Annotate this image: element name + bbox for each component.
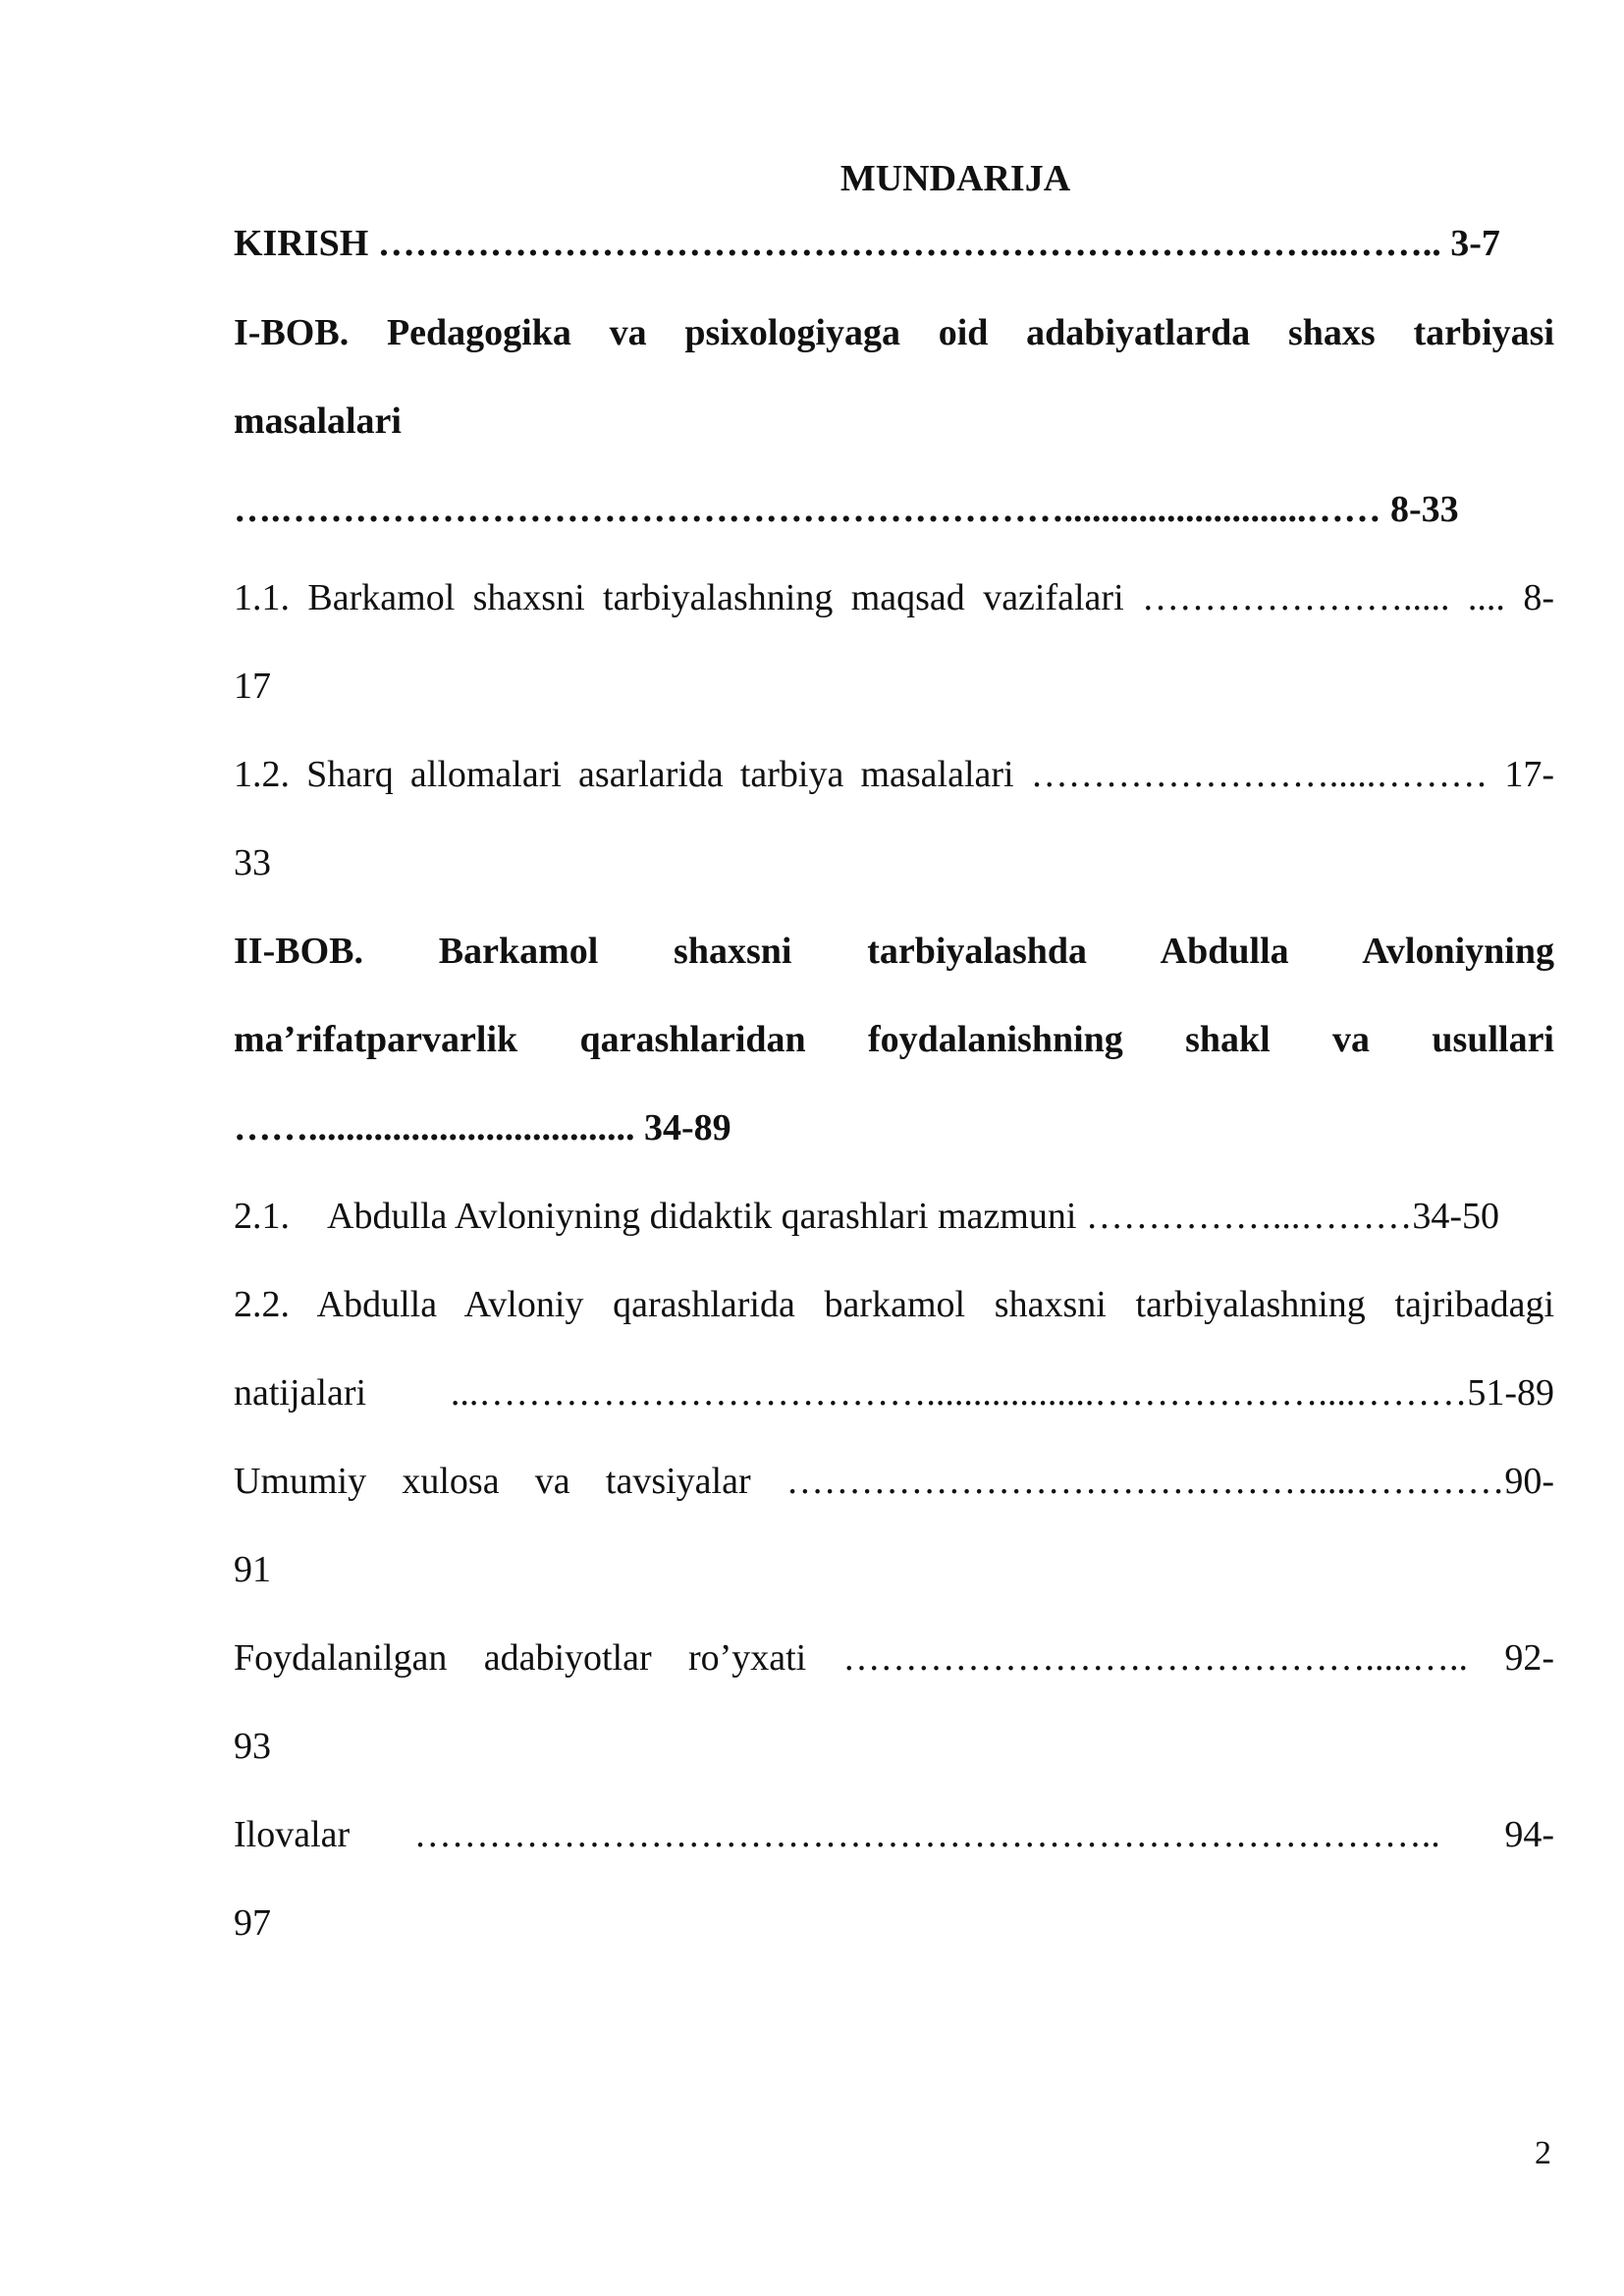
toc-entry-appendices-pages: 97 <box>234 1902 271 1944</box>
toc-entry-chapter2-title-cont: ma’rifatparvarlik qarashlaridan foydalanishning shakl va usullari <box>234 1019 1554 1060</box>
toc-entry-section-2-2: 2.2. Abdulla Avloniy qarashlarida barkamol shaxsni tarbiyalashning tajribadagi <box>234 1284 1554 1325</box>
toc-entry-chapter2-pages: ……................................... 34-89 <box>234 1107 731 1148</box>
toc-entry-conclusion-pages: 91 <box>234 1549 271 1590</box>
toc-entry-section-2-1: 2.1. Abdulla Avloniyning didaktik qarashlari mazmuni ……………...………34-50 <box>234 1196 1500 1237</box>
toc-entry-conclusion: Umumiy xulosa va tavsiyalar …………………………………….....…………90- <box>234 1461 1554 1502</box>
toc-entry-references-pages: 93 <box>234 1726 271 1767</box>
toc-entry-chapter1-title-cont: masalalari <box>234 400 402 442</box>
toc-entry-section-1-1: 1.1. Barkamol shaxsni tarbiyalashning maqsad vazifalari …………………..... .... 8- <box>234 577 1554 618</box>
toc-entry-section-1-2-pages: 33 <box>234 842 271 883</box>
toc-entry-section-1-2: 1.2. Sharq allomalari asarlarida tarbiya masalalari …………………….....……… 17- <box>234 754 1554 795</box>
toc-entry-section-2-2-pages: natijalari ...………………………………..................………………....………51-89 <box>234 1372 1554 1414</box>
page-number: 2 <box>1535 2135 1551 2171</box>
toc-entry-section-1-1-pages: 17 <box>234 666 271 707</box>
toc-entry-references: Foydalanilgan adabiyotlar ro’yxati …………………………………….....….. 92- <box>234 1637 1554 1679</box>
toc-entry-chapter1-pages: ….………………………………………………………..........................…… 8-33 <box>234 489 1459 530</box>
toc-entry-kirish: KIRISH …………………………………………………………………....…….. 3-7 <box>234 223 1500 264</box>
toc-entry-appendices: Ilovalar ……………………………………………………………………….. 94- <box>234 1814 1554 1855</box>
page-title: MUNDARIJA <box>839 158 1071 199</box>
toc-entry-chapter2-title: II-BOB. Barkamol shaxsni tarbiyalashda Abdulla Avloniyning <box>234 931 1554 972</box>
toc-entry-chapter1-title: I-BOB. Pedagogika va psixologiyaga oid adabiyatlarda shaxs tarbiyasi <box>234 312 1554 353</box>
